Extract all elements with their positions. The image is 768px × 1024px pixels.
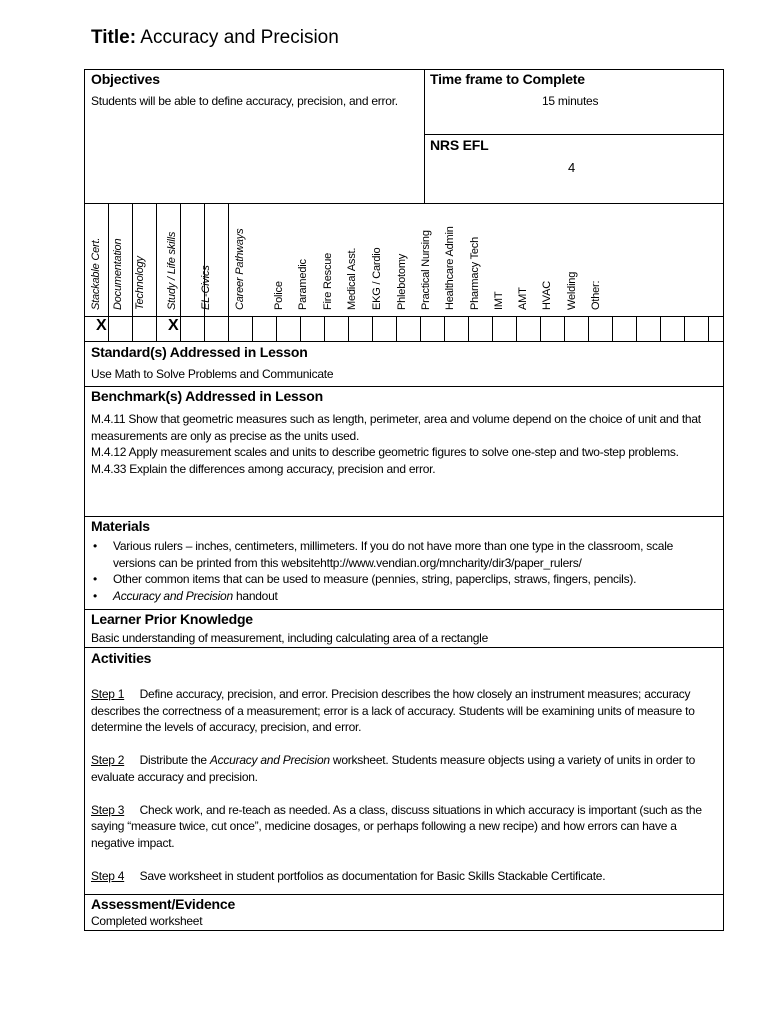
timeframe-divider <box>424 134 724 135</box>
category-label: AMT <box>517 287 529 310</box>
grid-line <box>468 316 469 341</box>
standards-bottom <box>84 386 724 387</box>
objectives-heading: Objectives <box>91 71 160 87</box>
timeframe-value: 15 minutes <box>542 94 599 108</box>
step-4 <box>91 868 715 885</box>
grid-line <box>156 203 157 341</box>
standards-text: Use Math to Solve Problems and Communicate <box>91 367 334 381</box>
step-label: Step 1 <box>91 687 125 701</box>
category-check-mark: X <box>96 317 107 334</box>
step-label: Step 3 <box>91 802 125 817</box>
title-label: Title: <box>91 27 137 48</box>
benchmark-line: M.4.11 Show that geometric measures such as length, perimeter, area and volume depend on the choice of unit and that measurements are only as precise as the units used. <box>91 412 701 443</box>
handout-title: Accuracy and Precision <box>113 588 233 603</box>
category-label: Medical Asst. <box>346 247 358 310</box>
list-item <box>89 588 715 605</box>
handout-label: handout <box>235 588 278 603</box>
category-header-bottom <box>84 316 724 317</box>
benchmarks-heading: Benchmark(s) Addressed in Lesson <box>91 388 323 404</box>
step-text: Define accuracy, precision, and error. Precision describes the how closely an instrument measures; accuracy describes the correctness of a measurement; error is a lack of accuracy. Students will be examining units of measure to determine the levels of accuracy, precision, and error. <box>91 687 695 734</box>
grid-line <box>180 203 181 341</box>
materials-bottom <box>84 609 724 610</box>
grid-line <box>636 316 637 341</box>
grid-line <box>564 316 565 341</box>
grid-line <box>588 316 589 341</box>
category-label: Police <box>273 281 285 310</box>
activities-steps <box>91 686 715 884</box>
materials-list <box>89 538 715 604</box>
category-label: EKG / Cardio <box>371 247 383 310</box>
step-3 <box>91 802 715 852</box>
step-text: Check work, and re-teach as needed. As a class, discuss situations in which accuracy is important (such as the saying “measure twice, cut once”, medicine dosages, or perhaps following a new recipe) and how errors can have a negative impact. <box>91 802 702 850</box>
step-text: Save worksheet in student portfolios as documentation for Basic Skills Stackable Certificate. <box>139 868 606 883</box>
activities-heading: Activities <box>91 650 152 666</box>
category-label: Practical Nursing <box>420 230 432 310</box>
grid-line <box>492 316 493 341</box>
objectives-text: Students will be able to define accuracy, precision, and error. <box>91 94 398 108</box>
category-check-mark: X <box>168 317 179 334</box>
category-label: Pharmacy Tech <box>469 236 481 310</box>
list-item: • Various rulers – inches, centimeters, millimeters. If you do not have more than one type in the classroom, scale versions can be printed from this websitehttp://www.vendian.org/mncharity/dir3/paper_rulers/ <box>89 538 715 571</box>
category-label: Other: <box>590 280 602 310</box>
objectives-divider <box>424 69 425 203</box>
grid-line <box>684 316 685 341</box>
step-label: Step 4 <box>91 868 125 883</box>
step-1 <box>91 686 715 736</box>
page-title <box>91 27 339 49</box>
benchmark-line: M.4.33 Explain the differences among accuracy, precision and error. <box>91 461 436 476</box>
category-label: EL-Civics <box>200 265 212 310</box>
category-label: Paramedic <box>297 259 309 310</box>
category-label: Healthcare Admin <box>444 226 456 310</box>
grid-line <box>660 316 661 341</box>
assessment-text: Completed worksheet <box>91 914 203 928</box>
nrs-value: 4 <box>568 160 575 175</box>
grid-line <box>276 316 277 341</box>
nrs-heading: NRS EFL <box>430 137 489 153</box>
activities-bottom <box>84 894 724 895</box>
list-item: • Other common items that can be used to measure (pennies, string, paperclips, straws, fingers, pencils). <box>89 571 715 588</box>
grid-line <box>612 316 613 341</box>
prior-text: Basic understanding of measurement, including calculating area of a rectangle <box>91 631 488 645</box>
grid-line <box>396 316 397 341</box>
prior-bottom <box>84 647 724 648</box>
title-text: Accuracy and Precision <box>140 27 339 48</box>
timeframe-heading: Time frame to Complete <box>430 71 585 87</box>
benchmark-line: M.4.12 Apply measurement scales and units to describe geometric figures to solve one-step and two-step problems. <box>91 445 679 459</box>
standards-heading: Standard(s) Addressed in Lesson <box>91 344 308 360</box>
step-label: Step 2 <box>91 753 125 767</box>
grid-line <box>324 316 325 341</box>
grid-line <box>420 316 421 341</box>
step-text: worksheet. Students measure objects using a variety of units in order to evaluate accuracy and precision. <box>91 753 696 784</box>
category-label: Technology <box>134 256 146 310</box>
step-2 <box>91 752 715 785</box>
category-label: Fire Rescue <box>322 252 334 310</box>
category-label: HVAC <box>541 281 553 310</box>
step-italic: Accuracy and Precision <box>209 753 330 767</box>
category-label: IMT <box>493 291 505 310</box>
category-label: Study / Life skills <box>166 231 178 310</box>
category-row-bottom <box>84 341 724 342</box>
category-label: Stackable Cert. <box>90 237 102 310</box>
grid-line <box>252 316 253 341</box>
materials-heading: Materials <box>91 518 150 534</box>
grid-line <box>372 316 373 341</box>
grid-line <box>348 316 349 341</box>
grid-line <box>516 316 517 341</box>
category-label-line2: Documentation <box>112 238 124 310</box>
grid-line <box>300 316 301 341</box>
grid-line <box>540 316 541 341</box>
step-pre: Distribute the <box>139 753 210 767</box>
category-label: Phlebotomy <box>396 253 408 310</box>
benchmarks-bottom <box>84 516 724 517</box>
benchmarks-text <box>91 411 715 477</box>
prior-heading: Learner Prior Knowledge <box>91 611 253 627</box>
grid-line <box>444 316 445 341</box>
category-label: Welding <box>566 271 578 310</box>
assessment-heading: Assessment/Evidence <box>91 896 236 912</box>
grid-line <box>132 203 133 341</box>
grid-line <box>228 203 229 341</box>
grid-line <box>708 316 709 341</box>
category-label: Career Pathways <box>234 228 246 310</box>
grid-line <box>108 203 109 341</box>
